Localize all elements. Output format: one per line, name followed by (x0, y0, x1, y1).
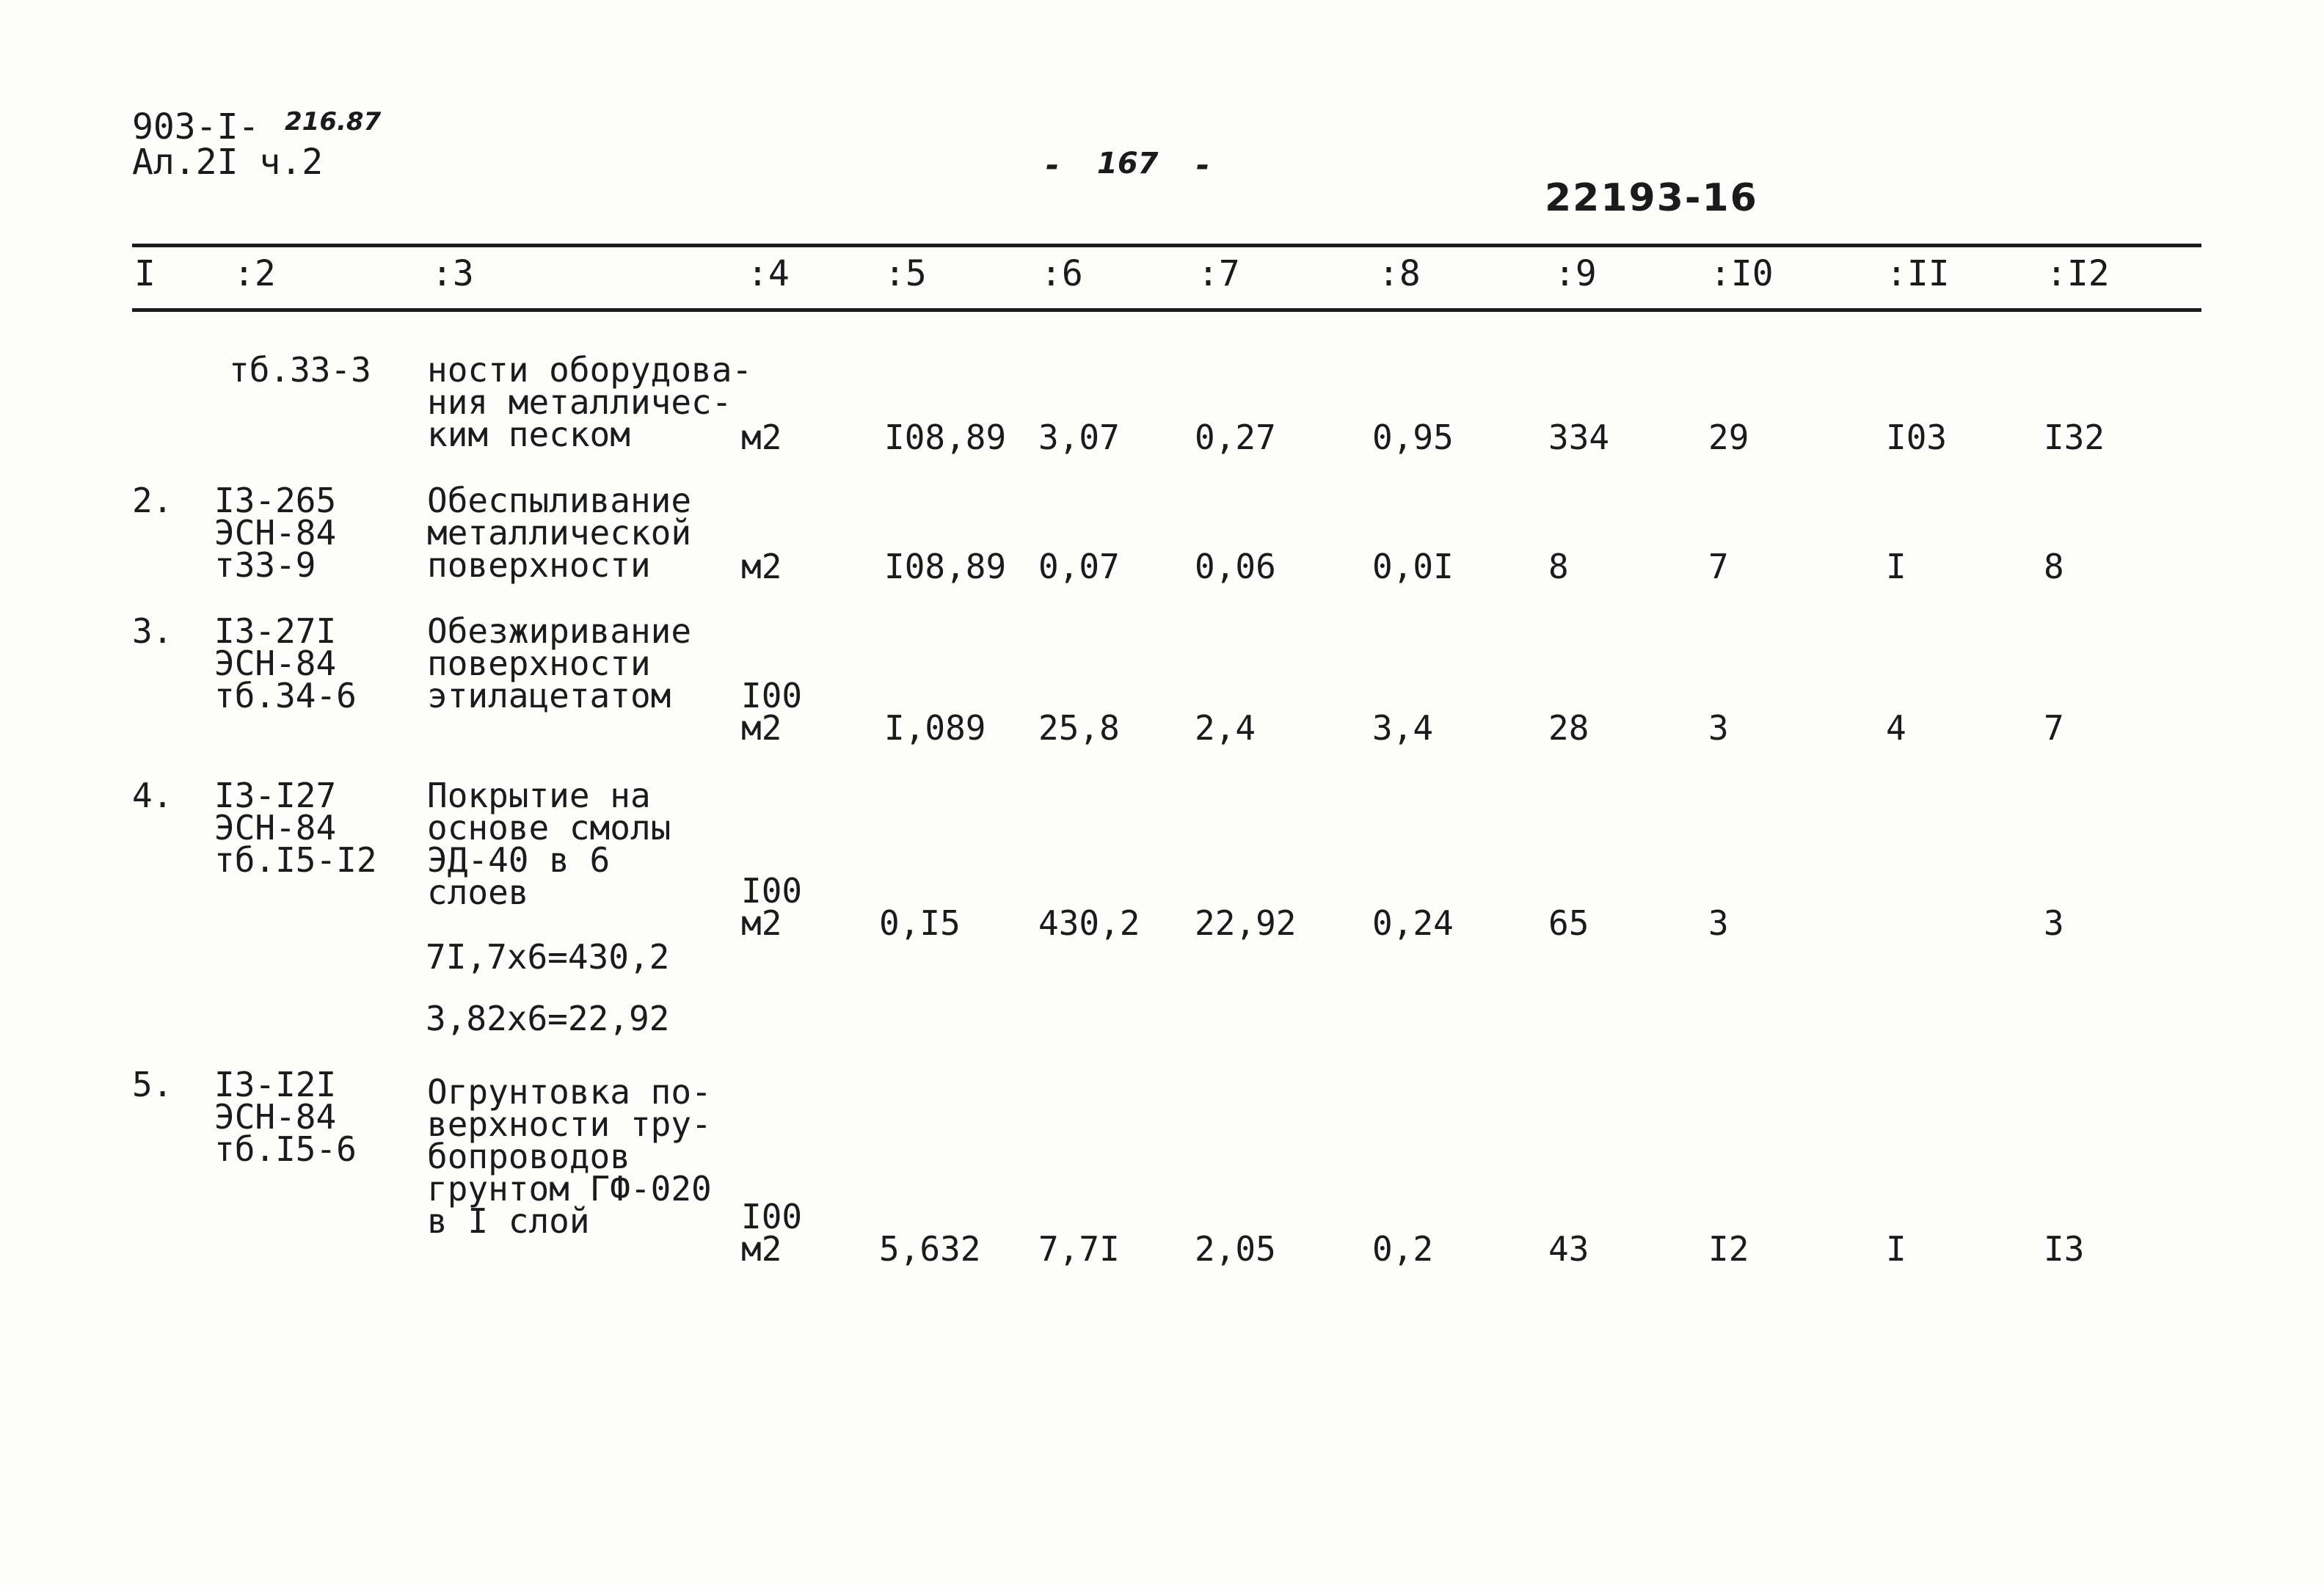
row-reference: I3-265 ЭСН-84 т33-9 (214, 481, 337, 585)
page-number-dash-left: - (1046, 147, 1060, 184)
column-header: I (134, 253, 156, 294)
calculation-note: 7I,7х6=430,2 (426, 937, 670, 977)
cell-col12: I3 (2044, 1229, 2085, 1269)
row-description: Обезжиривание поверхности этилацетатом (427, 611, 692, 715)
cell-col10: 3 (1708, 903, 1729, 943)
row-unit: I00 м2 (741, 871, 803, 943)
cell-col6: 25,8 (1038, 708, 1120, 748)
cell-col5: 5,632 (879, 1229, 981, 1269)
cell-col7: 2,05 (1195, 1229, 1276, 1269)
table-header-rule (132, 308, 2201, 312)
row-description: ности оборудова- ния металличес- ким песком (427, 350, 753, 454)
cell-col10: I2 (1708, 1229, 1749, 1269)
table-top-rule (132, 244, 2201, 247)
cell-col6: 0,07 (1038, 547, 1120, 586)
column-header: :5 (884, 253, 927, 294)
cell-col7: 22,92 (1195, 903, 1297, 943)
column-header: :9 (1554, 253, 1597, 294)
row-unit: м2 (741, 547, 782, 586)
cell-col11: 4 (1886, 708, 1906, 748)
cell-col9: 28 (1548, 708, 1589, 748)
row-reference: I3-I2I ЭСН-84 тб.I5-6 (214, 1065, 357, 1169)
row-description: Обеспыливание металлической поверхности (427, 481, 692, 585)
column-header: :6 (1041, 253, 1083, 294)
cell-col9: 334 (1548, 418, 1610, 457)
row-reference: I3-27I ЭСН-84 тб.34-6 (214, 611, 357, 715)
row-description: Покрытие на основе смолы ЭД-40 в 6 слоев (427, 776, 671, 912)
cell-col11: I (1886, 1229, 1906, 1269)
row-number: 5. (132, 1065, 173, 1104)
row-description: Огрунтовка по- верхности тру- бопроводов грунтом ГФ-020 в I слой (427, 1072, 712, 1241)
document-code-handwritten: 216.87 (285, 107, 382, 136)
cell-col5: I08,89 (884, 547, 1007, 586)
cell-col5: 0,I5 (879, 903, 961, 943)
document-number: 22193-16 (1545, 176, 1758, 220)
cell-col5: I,089 (884, 708, 986, 748)
cell-col8: 0,95 (1372, 418, 1454, 457)
cell-col8: 0,2 (1372, 1229, 1434, 1269)
row-unit: I00 м2 (741, 676, 803, 748)
cell-col7: 0,06 (1195, 547, 1276, 586)
cell-col10: 29 (1708, 418, 1749, 457)
row-number: 3. (132, 611, 173, 651)
column-header: :4 (747, 253, 790, 294)
row-number: 2. (132, 481, 173, 520)
cell-col12: 8 (2044, 547, 2064, 586)
document-code: 903-I- (132, 106, 260, 147)
cell-col7: 2,4 (1195, 708, 1256, 748)
cell-col8: 0,24 (1372, 903, 1454, 943)
cell-col9: 43 (1548, 1229, 1589, 1269)
cell-col12: I32 (2044, 418, 2105, 457)
column-header: :8 (1378, 253, 1421, 294)
cell-col6: 3,07 (1038, 418, 1120, 457)
column-header: :7 (1198, 253, 1240, 294)
calculation-note: 3,82х6=22,92 (426, 999, 670, 1038)
album-label: Ал.2I ч.2 (132, 142, 324, 183)
cell-col8: 0,0I (1372, 547, 1454, 586)
row-unit: I00 м2 (741, 1197, 803, 1269)
column-header: :I2 (2046, 253, 2110, 294)
column-header: :I0 (1710, 253, 1774, 294)
cell-col10: 3 (1708, 708, 1729, 748)
page-number: 167 (1097, 147, 1159, 181)
page-number-dash-right: - (1196, 147, 1210, 184)
column-header: :II (1886, 253, 1950, 294)
row-number: 4. (132, 776, 173, 815)
cell-col11: I (1886, 547, 1906, 586)
row-reference: тб.33-3 (229, 350, 371, 390)
cell-col8: 3,4 (1372, 708, 1434, 748)
cell-col12: 3 (2044, 903, 2064, 943)
cell-col10: 7 (1708, 547, 1729, 586)
row-reference: I3-I27 ЭСН-84 тб.I5-I2 (214, 776, 377, 880)
column-header: :2 (233, 253, 276, 294)
row-unit: м2 (741, 418, 782, 457)
column-header: :3 (431, 253, 474, 294)
cell-col7: 0,27 (1195, 418, 1276, 457)
cell-col11: I03 (1886, 418, 1948, 457)
cell-col6: 430,2 (1038, 903, 1140, 943)
cell-col6: 7,7I (1038, 1229, 1120, 1269)
cell-col9: 65 (1548, 903, 1589, 943)
cell-col5: I08,89 (884, 418, 1007, 457)
cell-col12: 7 (2044, 708, 2064, 748)
cell-col9: 8 (1548, 547, 1569, 586)
